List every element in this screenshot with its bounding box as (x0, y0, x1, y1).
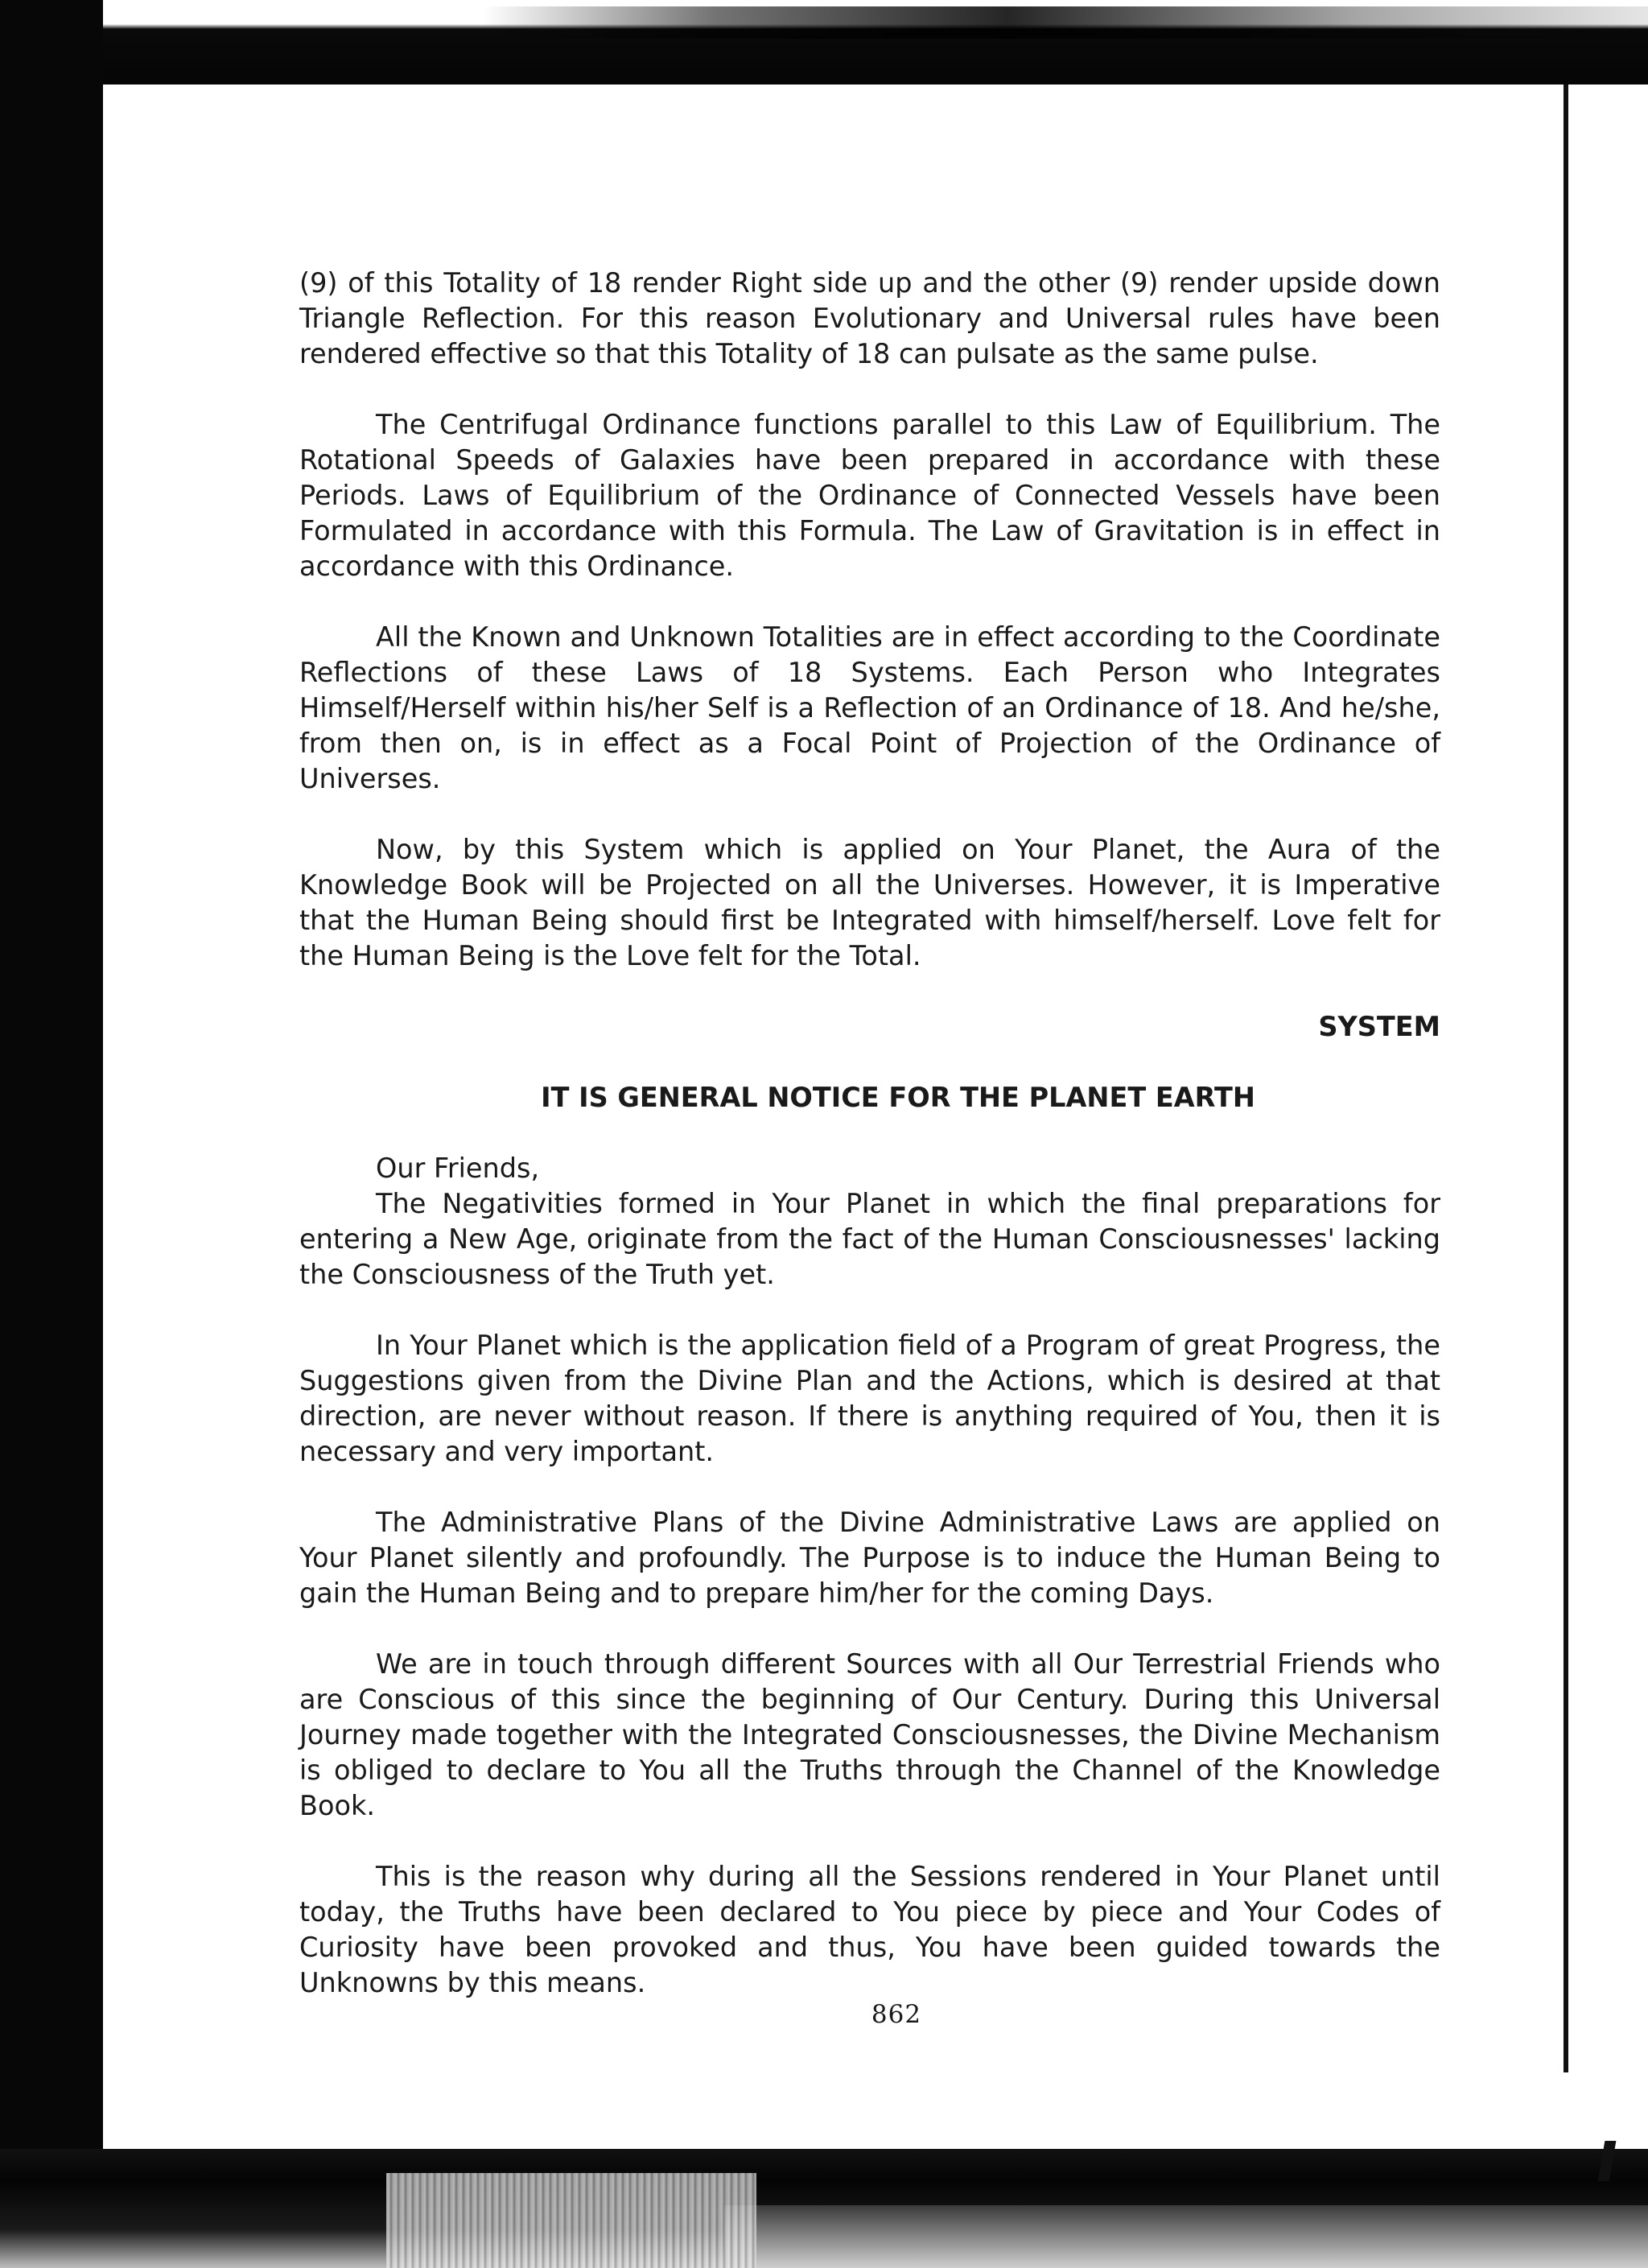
paragraph: Now, by this System which is applied on Your Planet, the Aura of the Knowledge Book will be Projected on all the Universes. However, it is Imperative that the Human Being should first be Integrated with himself/herself. Love felt for the Human Being is the Love felt for the Total. (299, 834, 1440, 971)
salutation: Our Friends, (376, 1153, 540, 1184)
section-heading: IT IS GENERAL NOTICE FOR THE PLANET EARTH (541, 1082, 1255, 1113)
page-content (299, 266, 1440, 2001)
paragraph-continuation: (9) of this Totality of 18 render Right side up and the other (9) render upside down Triangle Reflection. For this reason Evolutionary and Universal rules have been rendered effective so that this Totality of 18 can pulsate as the same pulse. (299, 267, 1440, 369)
scan-streak-bottom (386, 2173, 756, 2268)
scan-border-left (0, 0, 103, 2268)
scan-streak-top (483, 6, 1648, 39)
page-edge-right (1564, 85, 1568, 2072)
page-number: 862 (871, 2000, 922, 2029)
section-signature: SYSTEM (1318, 1011, 1440, 1042)
paragraph: The Negativities formed in Your Planet in which the final preparations for entering a New Age, originate from the fact of the Human Consciousnesses' lacking the Consciousness of the Truth yet. (299, 1188, 1440, 1290)
paragraph: All the Known and Unknown Totalities are in effect according to the Coordinate Reflections of these Laws of 18 Systems. Each Person who Integrates Himself/Herself within his/her Self is a Reflection of an Ordinance of 18. And he/she, from then on, is in effect as a Focal Point of Projection of the Ordinance of Universes. (299, 621, 1440, 794)
paragraph: We are in touch through different Sources with all Our Terrestrial Friends who are Conscious of this since the beginning of Our Century. During this Universal Journey made together with the Integrated Consciousnesses, the Divine Mechanism is obliged to declare to You all the Truths through the Channel of the Knowledge Book. (299, 1648, 1440, 1821)
paragraph: The Administrative Plans of the Divine Administrative Laws are applied on Your Planet silently and profoundly. The Purpose is to induce the Human Being to gain the Human Being and to prepare him/her for the coming Days. (299, 1507, 1440, 1609)
paragraph: The Centrifugal Ordinance functions parallel to this Law of Equilibrium. The Rotational Speeds of Galaxies have been prepared in accordance with these Periods. Laws of Equilibrium of the Ordinance of Connected Vessels have been Formulated in accordance with this Formula. The Law of Gravitation is in effect in accordance with this Ordinance. (299, 409, 1440, 582)
paragraph: This is the reason why during all the Sessions rendered in Your Planet until today, the Truths have been declared to You piece by piece and Your Codes of Curiosity have been provoked and thus, You have been guided towards the Unknowns by this means. (299, 1861, 1440, 1998)
scan-fade-bottom (724, 2205, 1648, 2268)
paragraph: In Your Planet which is the application field of a Program of great Progress, the Suggestions given from the Divine Plan and the Actions, which is desired at that direction, are never without reason. If there is anything required of You, then it is necessary and very important. (299, 1330, 1440, 1467)
